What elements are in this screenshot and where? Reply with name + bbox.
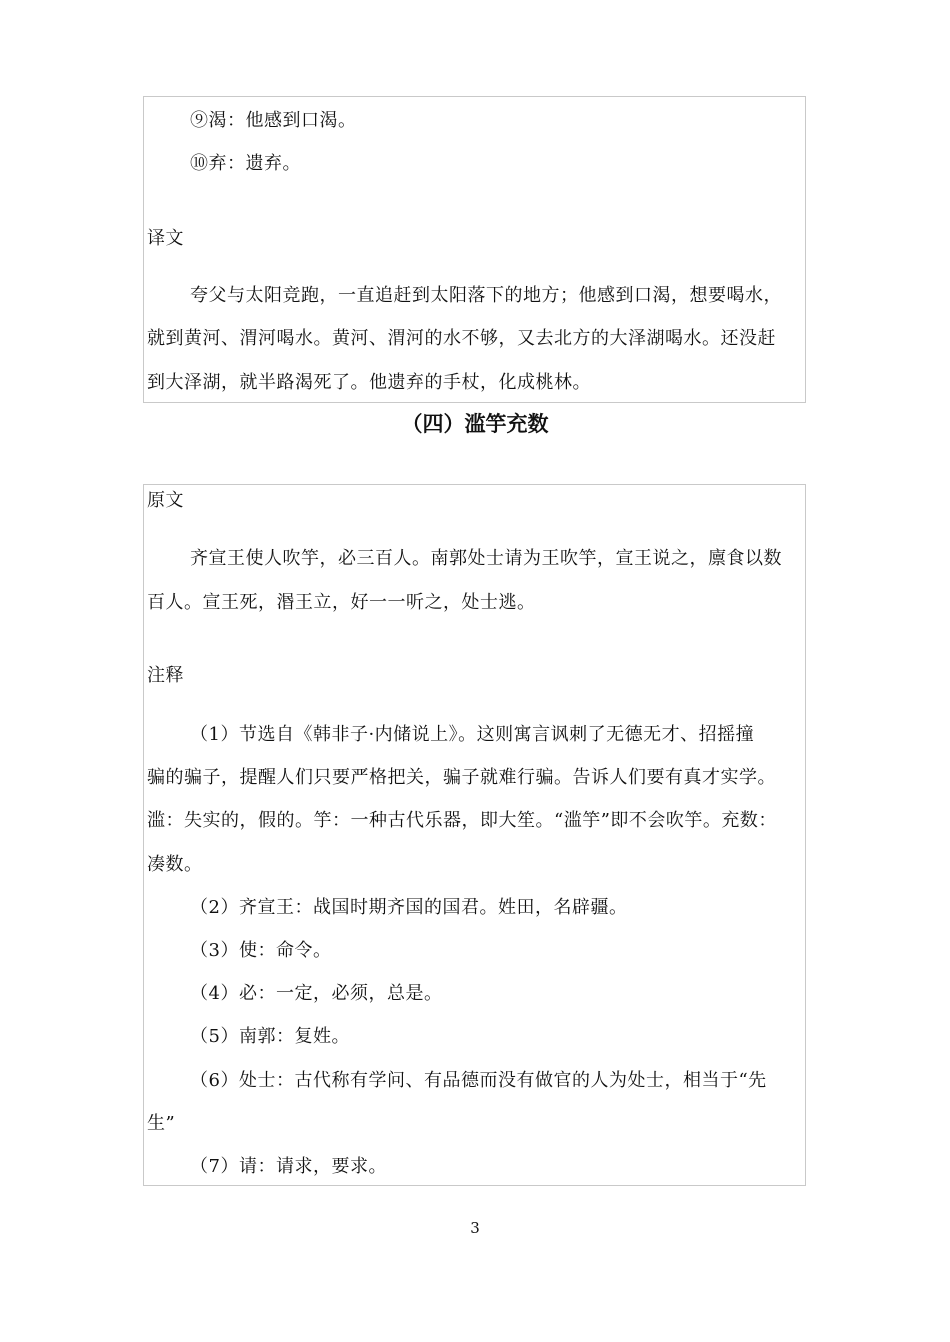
original-label: 原文 xyxy=(147,490,184,511)
page-number: 3 xyxy=(470,1219,480,1237)
annotation-line: （6）处士：古代称有学问、有品德而没有做官的人为处士，相当于“先 xyxy=(190,1070,767,1091)
annotation-line: （2）齐宣王：战国时期齐国的国君。姓田，名辟疆。 xyxy=(190,897,628,918)
annotation-line: （4）必：一定，必须，总是。 xyxy=(190,983,443,1004)
section-title: （四）滥竽充数 xyxy=(401,412,549,436)
annotation-line: （7）请：请求，要求。 xyxy=(190,1156,387,1177)
annotation-line: 滥：失实的，假的。竽：一种古代乐器，即大笙。“滥竽”即不会吹竽。充数： xyxy=(147,810,777,831)
annotation-line: （5）南郭：复姓。 xyxy=(190,1026,350,1047)
annotation-line: （3）使：命令。 xyxy=(190,940,332,961)
translation-label: 译文 xyxy=(147,228,184,249)
translation-line: 夸父与太阳竞跑，一直追赶到太阳落下的地方；他感到口渴，想要喝水， xyxy=(190,285,782,306)
original-text-line: 齐宣王使人吹竽，必三百人。南郭处士请为王吹竽，宣王说之，廪食以数 xyxy=(190,548,782,569)
annotation-line: 凑数。 xyxy=(147,854,203,875)
original-text-line: 百人。宣王死，湣王立，好一一听之，处士逃。 xyxy=(147,592,536,613)
note-line: ⑩弃：遗弃。 xyxy=(190,153,301,174)
notes-label: 注释 xyxy=(147,665,184,686)
translation-line: 就到黄河、渭河喝水。黄河、渭河的水不够，又去北方的大泽湖喝水。还没赶 xyxy=(147,328,776,349)
annotation-line: （1）节选自《韩非子·内储说上》。这则寓言讽刺了无德无才、招摇撞 xyxy=(190,724,755,745)
translation-line: 到大泽湖，就半路渴死了。他遗弃的手杖，化成桃林。 xyxy=(147,372,591,393)
section-frame-kuafu xyxy=(143,96,806,403)
annotation-line: 生” xyxy=(147,1113,176,1134)
annotation-line: 骗的骗子，提醒人们只要严格把关，骗子就难行骗。告诉人们要有真才实学。 xyxy=(147,767,776,788)
note-line: ⑨渴：他感到口渴。 xyxy=(190,110,357,131)
